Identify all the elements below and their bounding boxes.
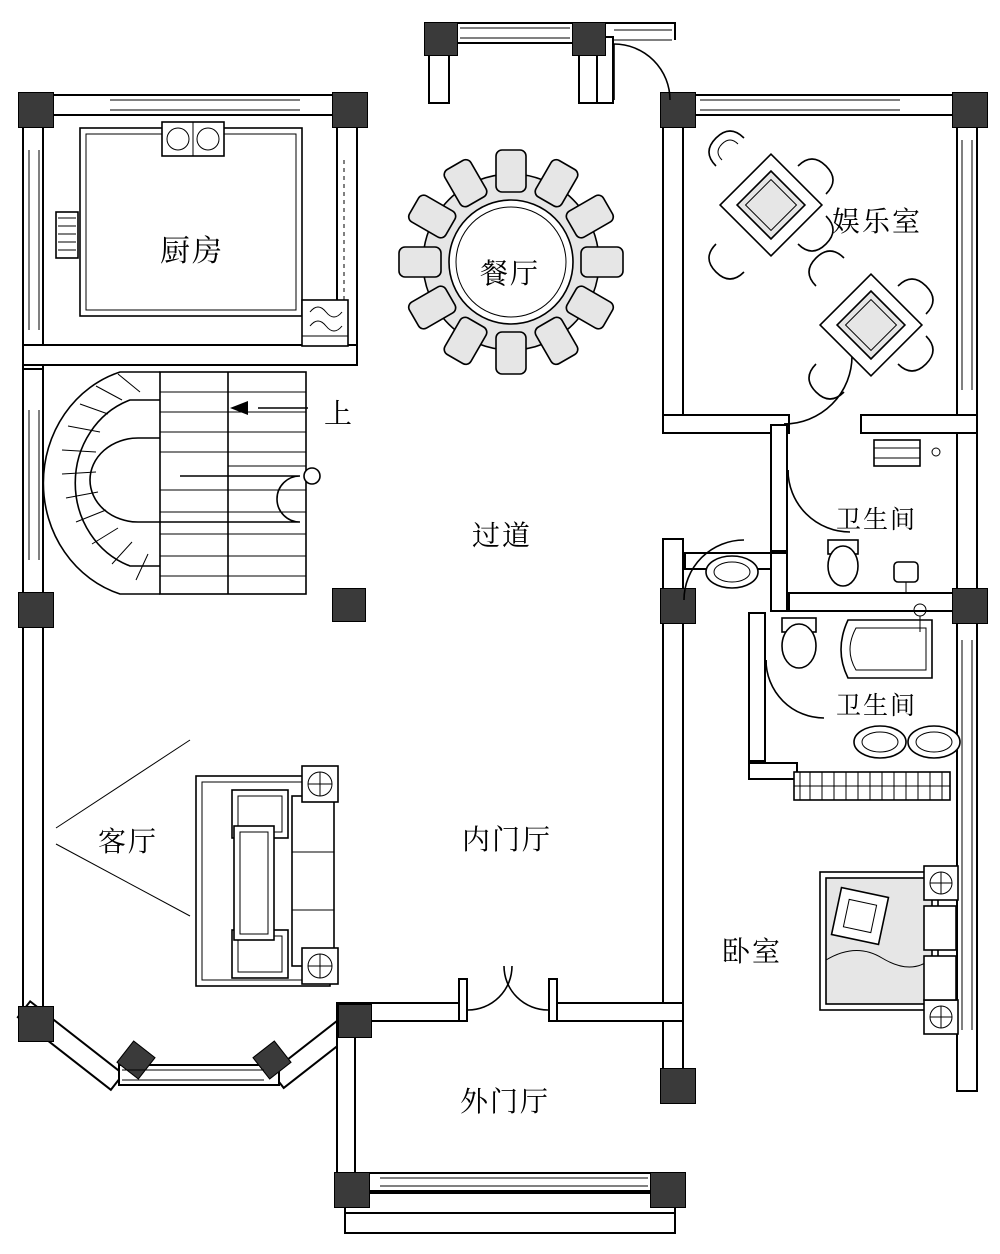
toilet-1 <box>828 540 858 586</box>
room-label-entertainment: 娱乐室 <box>832 206 923 237</box>
water-heater <box>874 440 920 466</box>
sofa-long <box>292 796 334 966</box>
floor-drain-1 <box>932 448 940 456</box>
door-foyer-double <box>468 966 548 1010</box>
room-label-corridor: 过道 <box>472 520 533 551</box>
annotation-stair-up: 上 <box>324 398 355 429</box>
bed-pillow-1 <box>924 906 956 950</box>
game-table-1 <box>709 131 833 279</box>
room-label-dining: 餐厅 <box>480 258 541 289</box>
room-label-kitchen: 厨房 <box>160 235 224 268</box>
window-top-center <box>460 28 570 38</box>
window-right-lower <box>962 640 972 1030</box>
bathtub-2 <box>841 620 932 678</box>
room-label-bedroom: 卧室 <box>722 936 783 967</box>
room-label-living: 客厅 <box>98 826 159 857</box>
room-label-inner-foyer: 内门厅 <box>462 824 553 855</box>
sight-line-1 <box>56 740 190 828</box>
window-entertainment-top <box>700 100 900 110</box>
stair-direction-arrow <box>230 401 248 415</box>
kitchen-stove <box>302 300 348 346</box>
toilet-2 <box>782 618 816 668</box>
room-label-outer-foyer: 外门厅 <box>460 1086 551 1117</box>
window-lower-left-angled <box>122 1070 264 1080</box>
handrail-end <box>304 468 320 484</box>
bed-pillow-2 <box>924 956 956 1000</box>
window-right-upper <box>962 140 972 390</box>
game-table-2 <box>809 251 933 399</box>
shower-head-1 <box>894 562 918 592</box>
door-bathroom-2 <box>766 660 824 718</box>
staircase <box>43 372 320 594</box>
room-label-bathroom-1: 卫生间 <box>836 506 918 534</box>
door-entertainment <box>784 356 852 424</box>
door-top-right-entry <box>614 44 670 100</box>
wardrobe-strip <box>794 772 950 800</box>
bed <box>820 866 958 1034</box>
basin-1 <box>706 556 758 588</box>
double-basin <box>854 726 960 758</box>
kitchen-fridge <box>56 212 78 258</box>
window-kitchen-top <box>110 100 300 110</box>
window-entry-top-right <box>614 30 672 40</box>
room-label-bathroom-2: 卫生间 <box>836 692 918 720</box>
window-left-mid <box>29 410 39 560</box>
window-porch-front <box>380 1178 648 1186</box>
sofa-set <box>196 766 338 986</box>
window-left-upper <box>29 150 39 330</box>
